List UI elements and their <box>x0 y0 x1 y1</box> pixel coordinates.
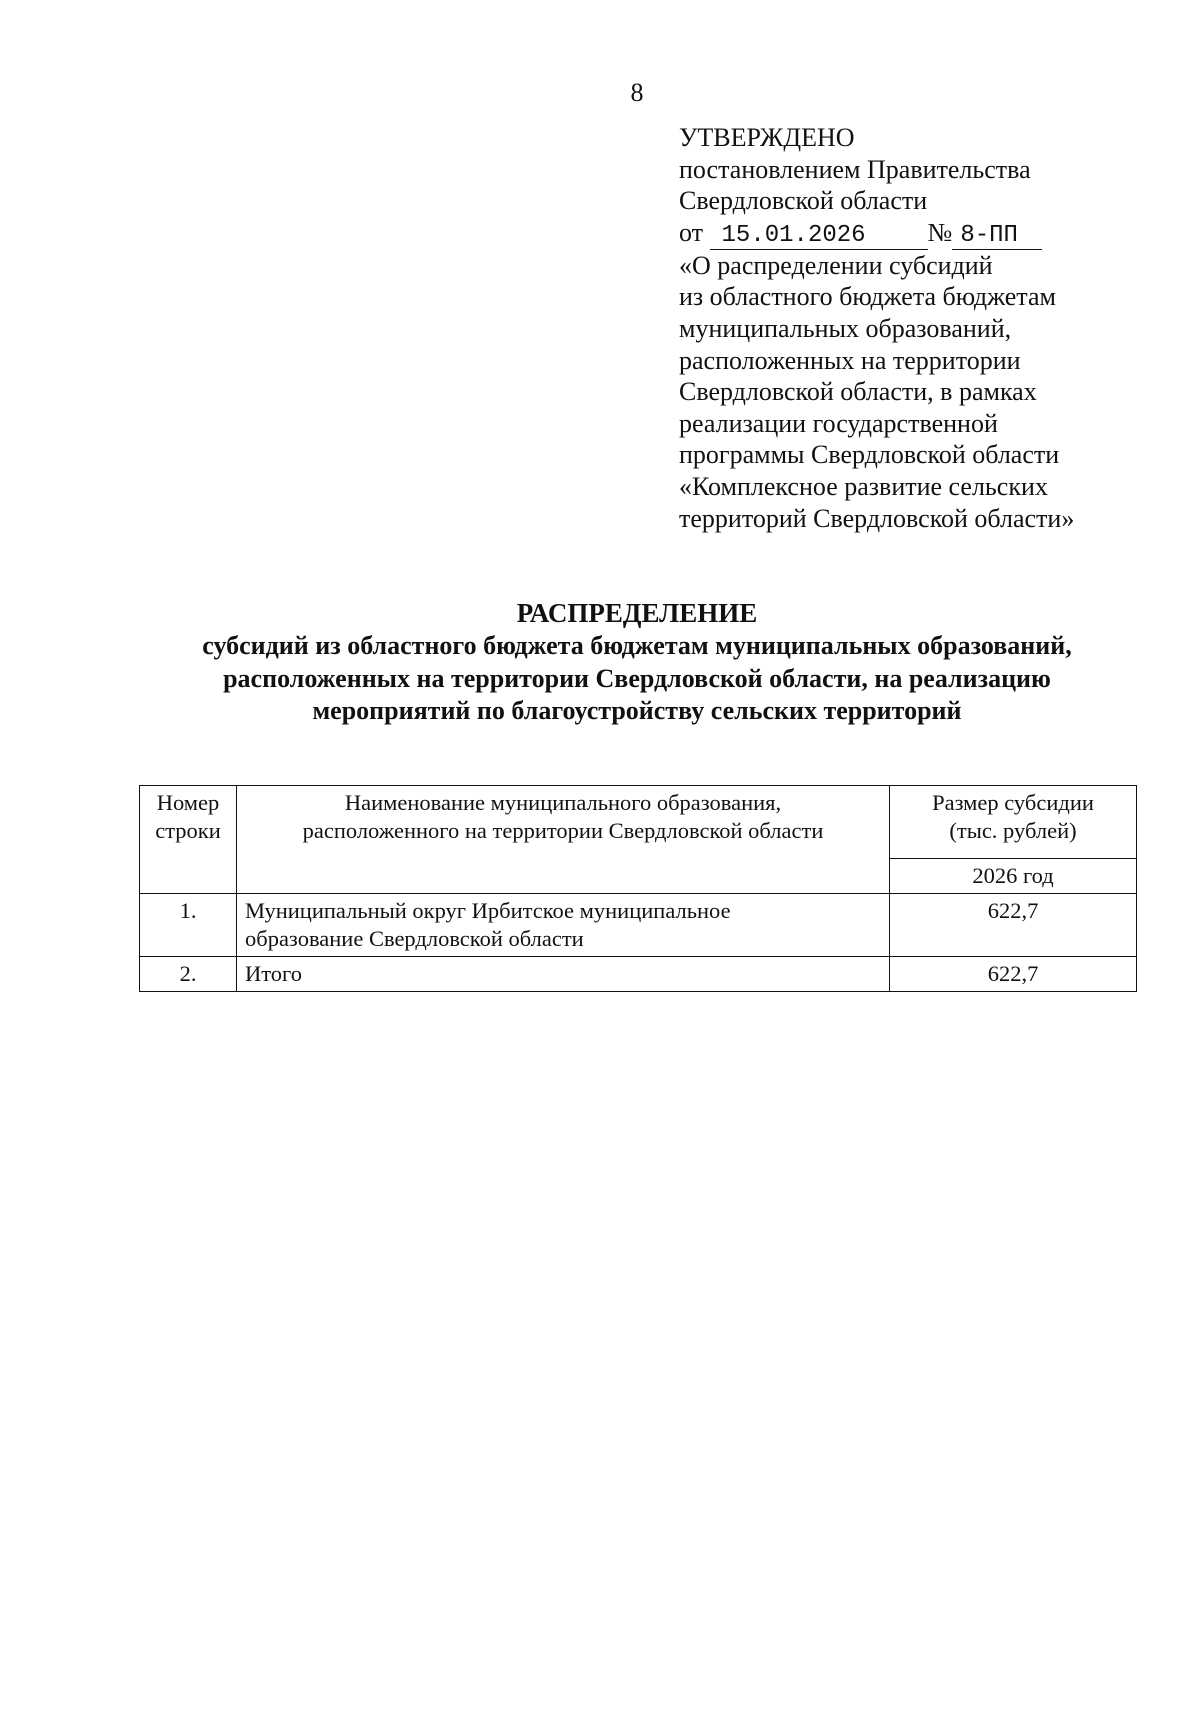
header-value-cell <box>890 786 1137 859</box>
approval-heading: УТВЕРЖДЕНО <box>679 123 855 152</box>
subject-line: муниципальных образований, <box>679 313 1012 343</box>
distribution-table <box>139 785 1137 992</box>
approval-line-2: Свердловской области <box>679 186 928 216</box>
title-line: субсидий из областного бюджета бюджетам муниципальных образований, <box>202 631 1072 660</box>
header-name-cell <box>237 786 890 894</box>
header-num-cell <box>140 786 237 894</box>
approval-block <box>679 122 1179 534</box>
table-row <box>140 894 1137 957</box>
subject-line: «О распределении субсидий <box>679 250 993 280</box>
row-value: 622,7 <box>890 957 1137 992</box>
title-line: расположенных на территории Свердловской области, на реализацию <box>223 663 1051 693</box>
approval-date-row <box>679 217 1179 250</box>
subject-line: территорий Свердловской области» <box>679 503 1075 533</box>
subject-line: программы Свердловской области <box>679 440 1060 470</box>
approval-date: 15.01.2026 <box>710 223 928 250</box>
row-name <box>237 894 890 957</box>
row-name-line: Муниципальный округ Ирбитское муниципальное <box>245 898 731 923</box>
header-num-line: Номер <box>156 790 220 815</box>
approval-number: 8-ПП <box>952 223 1042 250</box>
row-num: 2. <box>140 957 237 992</box>
row-num: 1. <box>140 894 237 957</box>
header-name-line: Наименование муниципального образования, <box>344 790 782 815</box>
table-header-row <box>140 786 1137 859</box>
header-year-cell: 2026 год <box>890 859 1137 894</box>
row-name-line: образование Свердловской области <box>245 926 584 951</box>
header-value-line: (тыс. рублей) <box>949 818 1077 843</box>
row-name-line: Итого <box>245 961 302 986</box>
page-number: 8 <box>630 78 644 107</box>
subject-line: из областного бюджета бюджетам <box>679 282 1056 312</box>
subject-line: Свердловской области, в рамках <box>679 377 1037 407</box>
subject-line: расположенных на территории <box>679 345 1021 375</box>
header-value-line: Размер субсидии <box>932 790 1094 815</box>
document-title <box>0 596 1200 728</box>
row-value: 622,7 <box>890 894 1137 957</box>
row-name <box>237 957 890 992</box>
title-line: мероприятий по благоустройству сельских территорий <box>312 696 962 725</box>
date-prefix: от <box>679 217 704 247</box>
number-label: № <box>927 217 953 247</box>
header-num-line: строки <box>155 818 221 843</box>
subject-line: реализации государственной <box>679 408 998 438</box>
subject-line: «Комплексное развитие сельских <box>679 471 1048 501</box>
header-name-line: расположенного на территории Свердловской области <box>302 818 824 843</box>
title-main: РАСПРЕДЕЛЕНИЕ <box>516 598 758 628</box>
approval-line-1: постановлением Правительства <box>679 154 1031 184</box>
table-row <box>140 957 1137 992</box>
